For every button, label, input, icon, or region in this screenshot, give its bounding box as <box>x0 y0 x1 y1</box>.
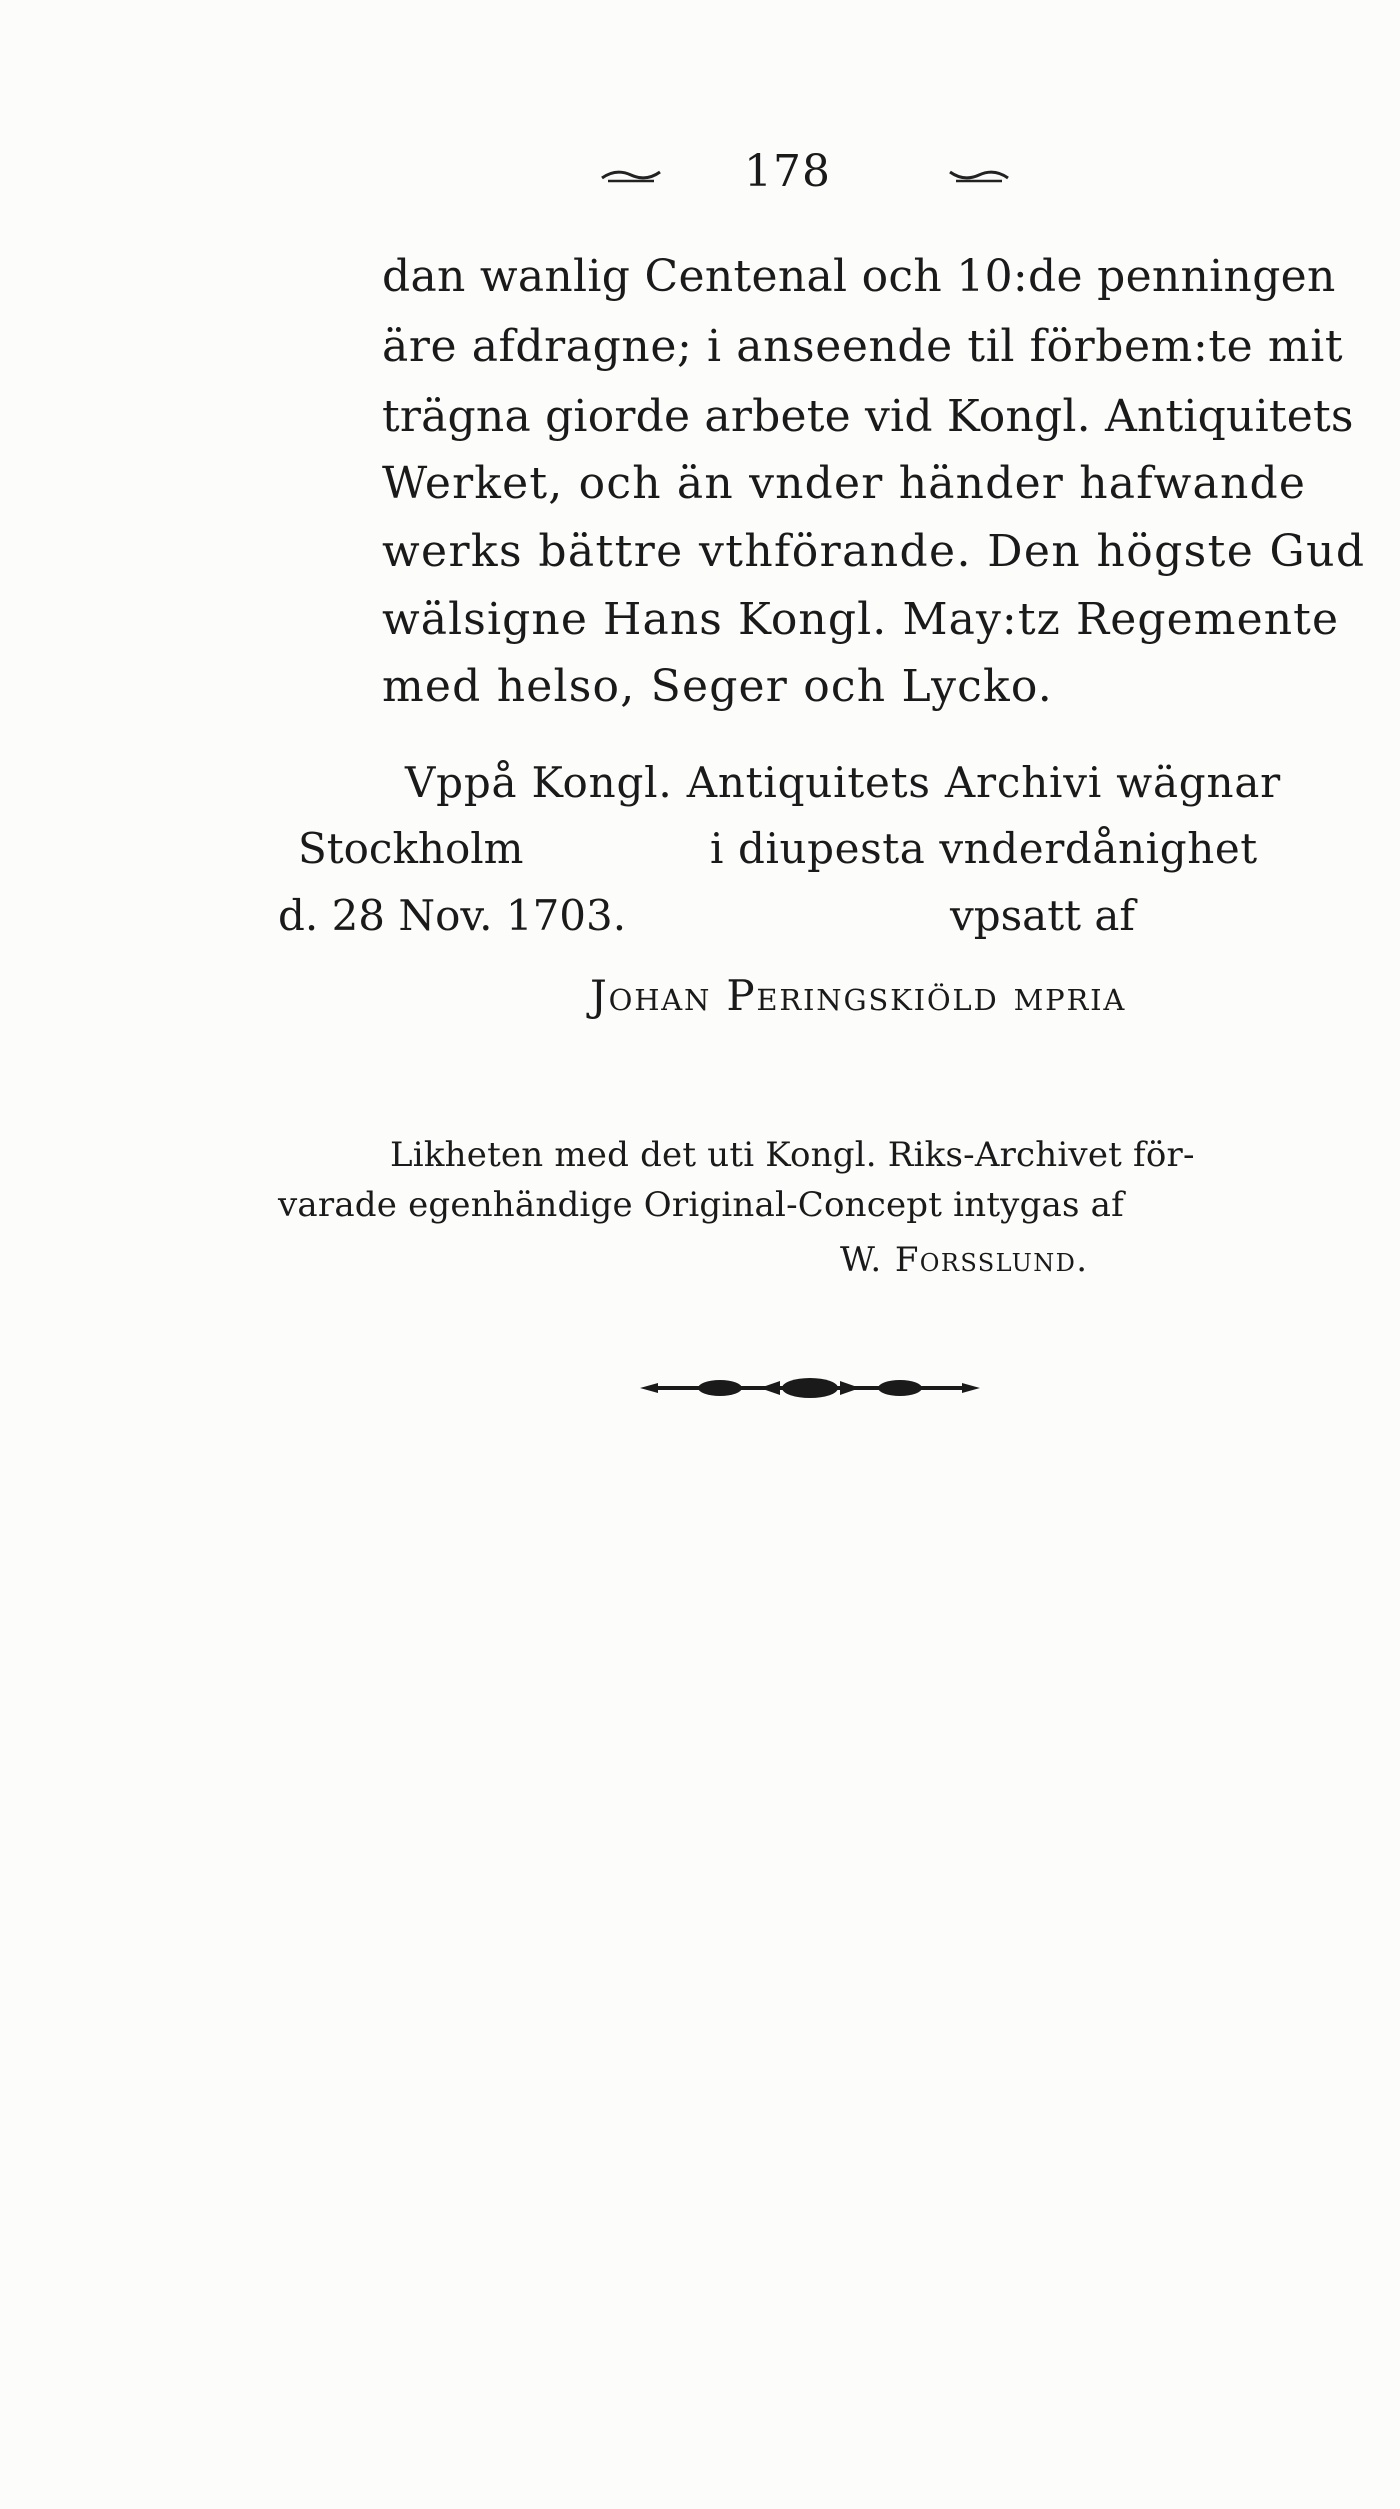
text-line: trägna giorde arbete vid Kongl. Antiquitets <box>382 391 1354 442</box>
ornamental-rule-icon <box>640 1376 980 1400</box>
closing-phrase: i diupesta vnderdånighet <box>710 824 1258 873</box>
attestation-line: varade egenhändige Original-Concept intygas af <box>278 1185 1124 1225</box>
closing-line: Vppå Kongl. Antiquitets Archivi wägnar <box>405 758 1282 807</box>
closing-date: d. 28 Nov. 1703. <box>278 891 627 940</box>
text-line: wälsigne Hans Kongl. May:tz Regemente <box>382 594 1340 645</box>
attestor-name: W. Forsslund. <box>840 1240 1089 1280</box>
page-header <box>0 0 1400 220</box>
text-line: Werket, och än vnder händer hafwande <box>382 458 1307 509</box>
text-line: dan wanlig Centenal och 10:de penningen <box>382 251 1336 302</box>
closing-place: Stockholm <box>298 824 524 873</box>
text-line: äre afdragne; i anseende til förbem:te mit <box>382 321 1344 372</box>
signature: Johan Peringskiöld mpria <box>590 971 1127 1020</box>
closing-signed: vpsatt af <box>950 891 1135 940</box>
page-number: 178 <box>744 146 831 197</box>
attestation-line: Likheten med det uti Kongl. Riks-Archivet för- <box>390 1135 1195 1175</box>
text-line: med helso, Seger och Lycko. <box>382 661 1053 712</box>
text-line: werks bättre vthförande. Den högste Gud <box>382 526 1366 577</box>
scroll-ornament-icon <box>600 166 662 184</box>
scroll-ornament-icon <box>948 166 1010 184</box>
